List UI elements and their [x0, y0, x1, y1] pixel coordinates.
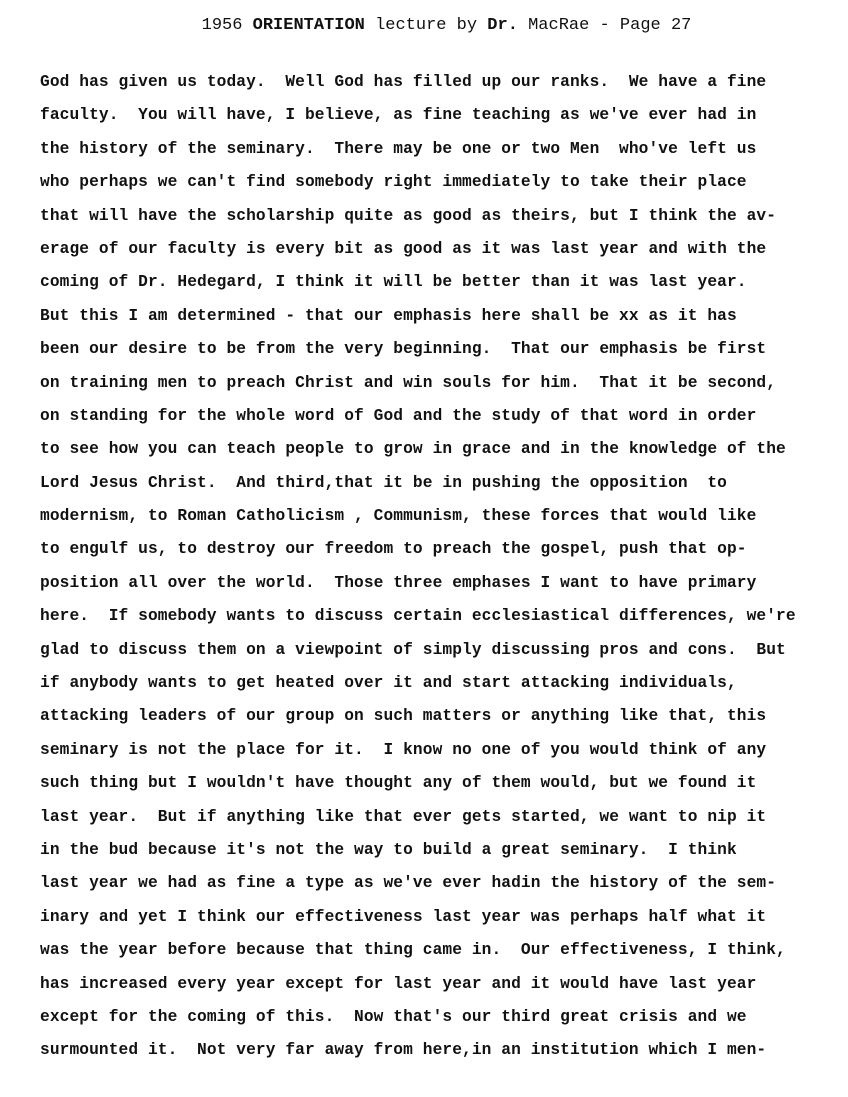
text-line: erage of our faculty is every bit as good as it was last year and with the	[40, 239, 767, 258]
page-header	[0, 14, 848, 38]
text-line: except for the coming of this. Now that's our third great crisis and we	[40, 1007, 747, 1026]
text-line: modernism, to Roman Catholicism , Communism, these forces that would like	[40, 507, 757, 526]
text-line: But this I am determined - that our emphasis here shall be xx as it has	[40, 306, 737, 325]
text-line: in the bud because it's not the way to build a great seminary. I think	[40, 840, 737, 859]
text-line: to engulf us, to destroy our freedom to preach the gospel, push that op-	[40, 540, 747, 559]
document-body	[40, 66, 830, 1068]
text-line: on training men to preach Christ and win souls for him. That it be second,	[40, 373, 777, 392]
text-line: position all over the world. Those three emphases I want to have primary	[40, 573, 757, 592]
header-lecture-by: lecture by	[375, 16, 478, 35]
header-orientation: ORIENTATION	[252, 16, 365, 35]
text-line: was the year before because that thing came in. Our effectiveness, I think,	[40, 941, 786, 960]
text-line: coming of Dr. Hedegard, I think it will be better than it was last year.	[40, 273, 747, 292]
text-line: glad to discuss them on a viewpoint of simply discussing pros and cons. But	[40, 640, 786, 659]
text-line: Lord Jesus Christ. And third,that it be in pushing the opposition to	[40, 473, 727, 492]
text-line: God has given us today. Well God has filled up our ranks. We have a fine	[40, 73, 767, 91]
header-speaker-title: Dr.	[487, 16, 518, 35]
text-line: inary and yet I think our effectiveness last year was perhaps half what it	[40, 907, 767, 926]
text-line: if anybody wants to get heated over it and start attacking individuals,	[40, 674, 737, 693]
text-line: who perhaps we can't find somebody right immediately to take their place	[40, 173, 747, 192]
text-line: such thing but I wouldn't have thought any of them would, but we found it	[40, 774, 757, 793]
text-line: last year we had as fine a type as we've ever hadin the history of the sem-	[40, 874, 777, 893]
text-line: been our desire to be from the very beginning. That our emphasis be first	[40, 340, 767, 359]
header-speaker-name: MacRae	[528, 16, 590, 35]
text-line: on standing for the whole word of God and the study of that word in order	[40, 406, 757, 425]
text-line: faculty. You will have, I believe, as fine teaching as we've ever had in	[40, 106, 757, 125]
text-line: that will have the scholarship quite as good as theirs, but I think the av-	[40, 206, 777, 225]
text-line: last year. But if anything like that ever gets started, we want to nip it	[40, 807, 767, 826]
text-line: attacking leaders of our group on such matters or anything like that, this	[40, 707, 767, 726]
text-line: here. If somebody wants to discuss certain ecclesiastical differences, we're	[40, 607, 796, 626]
header-page-label: - Page 27	[599, 16, 692, 35]
header-year: 1956	[201, 16, 243, 35]
text-line: has increased every year except for last year and it would have last year	[40, 974, 757, 993]
text-line: seminary is not the place for it. I know no one of you would think of any	[40, 740, 767, 759]
text-line: surmounted it. Not very far away from here,in an institution which I men-	[40, 1041, 767, 1060]
text-line: the history of the seminary. There may be one or two Men who've left us	[40, 139, 757, 158]
text-line: to see how you can teach people to grow in grace and in the knowledge of the	[40, 440, 786, 459]
